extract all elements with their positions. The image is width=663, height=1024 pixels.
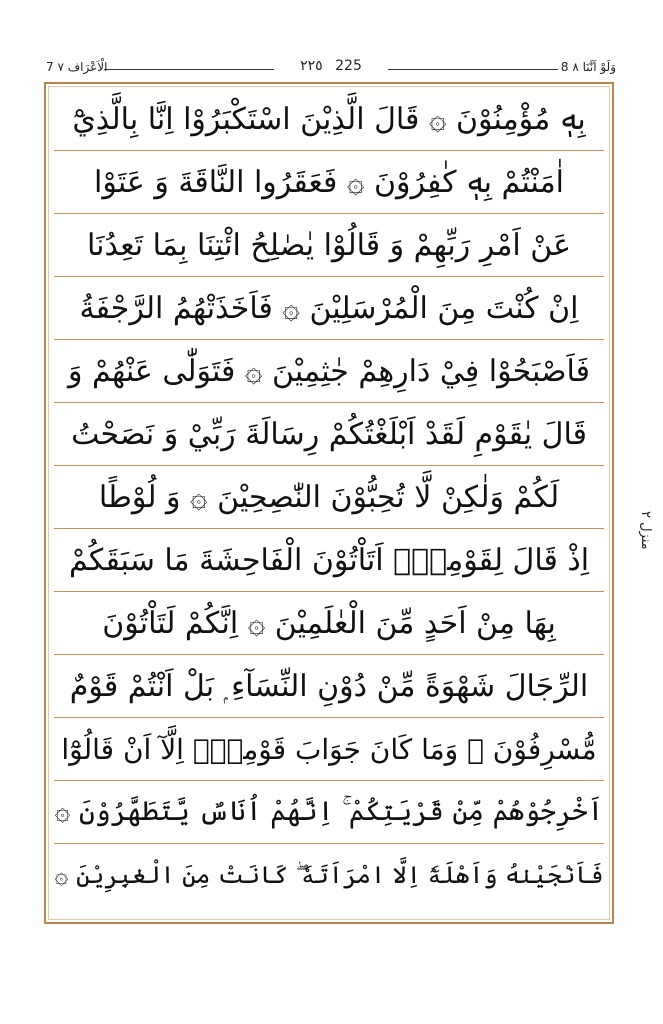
text-line: فَاَصْبَحُوْا فِيْ دَارِهِمْ جٰثِمِيْنَ ۞ فَتَوَلّٰى عَنْهُمْ وَ: [54, 340, 604, 403]
page-number-urdu: ٢٢٥: [300, 58, 323, 74]
text-line: بِهَا مِنْ اَحَدٍ مِّنَ الْعٰلَمِيْنَ ۞ اِنَّكُمْ لَتَاْتُوْنَ: [54, 592, 604, 655]
manzil-side-label: منزل ٢: [638, 510, 653, 550]
text-line: لَكُمْ وَلٰكِنْ لَّا تُحِبُّوْنَ النّٰصِحِيْنَ ۞ وَ لُوْطًا: [54, 466, 604, 529]
text-line: اِنْ كُنْتَ مِنَ الْمُرْسَلِيْنَ ۞ فَاَخَذَتْهُمُ الرَّجْفَةُ: [54, 277, 604, 340]
page-number-latin: 225: [335, 58, 362, 74]
header-juz: 8 وَلَوْ اَنَّنَا ٨: [560, 60, 616, 74]
text-line: اِذْ قَالَ لِقَوْمِهٖٓ اَتَاْتُوْنَ الْفَاحِشَةَ مَا سَبَقَكُمْ: [54, 529, 604, 592]
text-frame: [44, 82, 614, 924]
text-line: عَنْ اَمْرِ رَبِّهِمْ وَ قَالُوْا يٰصٰلِحُ ائْتِنَا بِمَا تَعِدُنَا: [54, 214, 604, 277]
text-line: الرِّجَالَ شَهْوَةً مِّنْ دُوْنِ النِّسَآءِ ۭ بَلْ اَنْتُمْ قَوْمٌ: [54, 655, 604, 718]
text-line: بِهٖ مُؤْمِنُوْنَ ۞ قَالَ الَّذِيْنَ اسْتَكْبَرُوْا اِنَّا بِالَّذِيْٓ: [54, 88, 604, 151]
text-line: اَخْرِجُوْهُمْ مِّنْ قَرْيَتِكُمْ ۚ اِنَّهُمْ اُنَاسٌ يَّتَطَهَّرُوْنَ ۞: [54, 781, 604, 844]
text-line: قَالَ يٰقَوْمِ لَقَدْ اَبْلَغْتُكُمْ رِسَالَةَ رَبِّيْ وَ نَصَحْتُ: [54, 403, 604, 466]
text-line: فَاَنْجَيْنٰهُ وَاَهْلَهٗٓ اِلَّا امْرَاَتَهٗ ۖ كَانَتْ مِنَ الْغٰبِرِيْنَ ۞: [54, 861, 604, 889]
text-line: مُّسْرِفُوْنَ ۞ وَمَا كَانَ جَوَابَ قَوْمِهٖٓ اِلَّآ اَنْ قَالُوْٓا: [54, 718, 604, 781]
page-header: [44, 58, 618, 80]
text-line: اٰمَنْتُمْ بِهٖ كٰفِرُوْنَ ۞ فَعَقَرُوا النَّاقَةَ وَ عَتَوْا: [54, 151, 604, 214]
header-surah: 7 الْاَعْرَاف ٧: [46, 60, 108, 74]
header-page-number: [44, 58, 618, 74]
